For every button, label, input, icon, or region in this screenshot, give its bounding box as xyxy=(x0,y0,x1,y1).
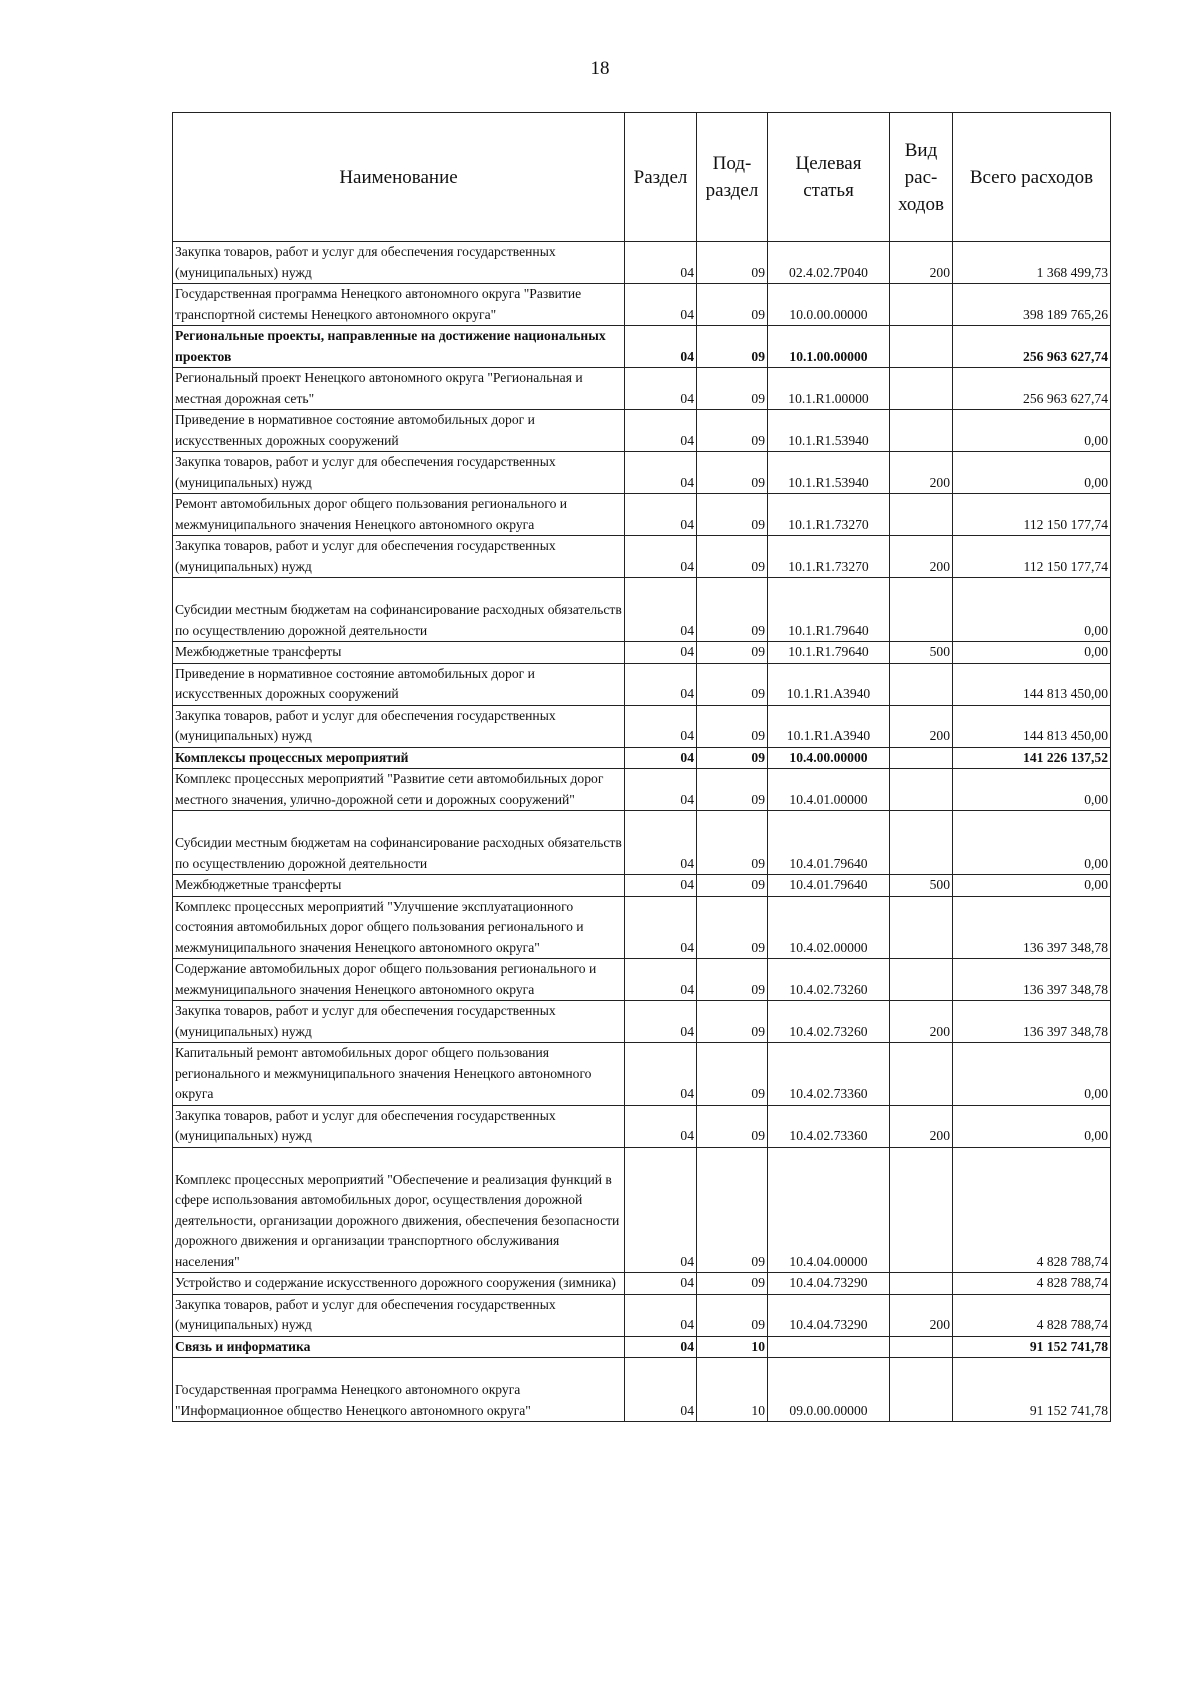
row-name: Закупка товаров, работ и услуг для обеспечения государственных (муниципальных) нужд xyxy=(173,705,625,747)
row-target: 10.4.04.73290 xyxy=(768,1294,890,1336)
header-total: Всего расходов xyxy=(953,113,1111,242)
row-expense-type: 500 xyxy=(890,642,953,664)
row-name: Устройство и содержание искусственного дорожного сооружения (зимника) xyxy=(173,1273,625,1295)
row-total: 0,00 xyxy=(953,410,1111,452)
row-total: 0,00 xyxy=(953,642,1111,664)
table-row xyxy=(173,642,1111,664)
table-row xyxy=(173,875,1111,897)
table-row xyxy=(173,1336,1111,1358)
row-total: 256 963 627,74 xyxy=(953,326,1111,368)
row-target: 10.1.R1.A3940 xyxy=(768,663,890,705)
row-target xyxy=(768,1336,890,1358)
row-total: 0,00 xyxy=(953,1043,1111,1106)
table-row xyxy=(173,1147,1111,1273)
row-section: 04 xyxy=(625,642,697,664)
row-total: 0,00 xyxy=(953,452,1111,494)
row-expense-type: 200 xyxy=(890,452,953,494)
row-name: Приведение в нормативное состояние автомобильных дорог и искусственных дорожных сооружений xyxy=(173,410,625,452)
row-target: 10.4.04.00000 xyxy=(768,1147,890,1273)
row-target: 10.1.R1.00000 xyxy=(768,368,890,410)
row-name: Закупка товаров, работ и услуг для обеспечения государственных (муниципальных) нужд xyxy=(173,1001,625,1043)
row-total: 144 813 450,00 xyxy=(953,663,1111,705)
row-section: 04 xyxy=(625,896,697,959)
row-expense-type: 200 xyxy=(890,1105,953,1147)
table-row xyxy=(173,1294,1111,1336)
row-target: 10.1.R1.A3940 xyxy=(768,705,890,747)
row-total: 112 150 177,74 xyxy=(953,536,1111,578)
row-subsection: 09 xyxy=(697,811,768,875)
row-subsection: 09 xyxy=(697,747,768,769)
row-expense-type xyxy=(890,1336,953,1358)
row-subsection: 09 xyxy=(697,494,768,536)
row-total: 91 152 741,78 xyxy=(953,1358,1111,1422)
row-expense-type xyxy=(890,1043,953,1106)
row-section: 04 xyxy=(625,1105,697,1147)
row-target: 10.4.02.73360 xyxy=(768,1043,890,1106)
row-expense-type: 200 xyxy=(890,1001,953,1043)
table-row xyxy=(173,663,1111,705)
row-subsection: 09 xyxy=(697,410,768,452)
row-total: 91 152 741,78 xyxy=(953,1336,1111,1358)
row-section: 04 xyxy=(625,769,697,811)
row-name: Региональные проекты, направленные на достижение национальных проектов xyxy=(173,326,625,368)
row-expense-type: 500 xyxy=(890,875,953,897)
row-target: 10.4.02.73260 xyxy=(768,1001,890,1043)
row-section: 04 xyxy=(625,1294,697,1336)
header-name: Наименование xyxy=(173,113,625,242)
row-name: Закупка товаров, работ и услуг для обеспечения государственных (муниципальных) нужд xyxy=(173,536,625,578)
row-total: 0,00 xyxy=(953,578,1111,642)
row-section: 04 xyxy=(625,1001,697,1043)
table-header-row xyxy=(173,113,1111,242)
row-name: Комплексы процессных мероприятий xyxy=(173,747,625,769)
row-total: 141 226 137,52 xyxy=(953,747,1111,769)
row-section: 04 xyxy=(625,1358,697,1422)
row-name: Закупка товаров, работ и услуг для обеспечения государственных (муниципальных) нужд xyxy=(173,1105,625,1147)
row-name: Связь и информатика xyxy=(173,1336,625,1358)
row-target: 10.4.02.00000 xyxy=(768,896,890,959)
table-row xyxy=(173,452,1111,494)
row-total: 136 397 348,78 xyxy=(953,959,1111,1001)
row-expense-type xyxy=(890,1147,953,1273)
table-body xyxy=(173,242,1111,1422)
row-section: 04 xyxy=(625,1336,697,1358)
row-expense-type xyxy=(890,896,953,959)
row-subsection: 09 xyxy=(697,1043,768,1106)
row-name: Капитальный ремонт автомобильных дорог общего пользования регионального и межмуниципального значения Ненецкого автономного округа xyxy=(173,1043,625,1106)
row-subsection: 09 xyxy=(697,769,768,811)
table-row xyxy=(173,1001,1111,1043)
row-expense-type xyxy=(890,769,953,811)
row-name: Комплекс процессных мероприятий "Улучшение эксплуатационного состояния автомобильных дорог общего пользования регионального и межмуниципального значения Ненецкого автономного округа" xyxy=(173,896,625,959)
row-section: 04 xyxy=(625,452,697,494)
row-target: 10.0.00.00000 xyxy=(768,284,890,326)
table-row xyxy=(173,1043,1111,1106)
row-total: 4 828 788,74 xyxy=(953,1273,1111,1295)
row-section: 04 xyxy=(625,1273,697,1295)
row-target: 10.1.R1.53940 xyxy=(768,452,890,494)
table-row xyxy=(173,494,1111,536)
row-total: 136 397 348,78 xyxy=(953,896,1111,959)
row-expense-type xyxy=(890,284,953,326)
row-section: 04 xyxy=(625,747,697,769)
row-name: Закупка товаров, работ и услуг для обеспечения государственных (муниципальных) нужд xyxy=(173,1294,625,1336)
table-row xyxy=(173,1273,1111,1295)
row-expense-type xyxy=(890,959,953,1001)
row-section: 04 xyxy=(625,284,697,326)
row-target: 10.4.01.79640 xyxy=(768,875,890,897)
row-section: 04 xyxy=(625,410,697,452)
row-subsection: 09 xyxy=(697,705,768,747)
table-row xyxy=(173,368,1111,410)
row-expense-type: 200 xyxy=(890,242,953,284)
row-name: Приведение в нормативное состояние автомобильных дорог и искусственных дорожных сооружений xyxy=(173,663,625,705)
table-row xyxy=(173,705,1111,747)
page-number: 18 xyxy=(590,58,610,79)
row-subsection: 09 xyxy=(697,284,768,326)
row-expense-type: 200 xyxy=(890,1294,953,1336)
row-total: 1 368 499,73 xyxy=(953,242,1111,284)
row-total: 0,00 xyxy=(953,875,1111,897)
row-expense-type: 200 xyxy=(890,705,953,747)
row-expense-type xyxy=(890,494,953,536)
row-expense-type xyxy=(890,747,953,769)
row-total: 398 189 765,26 xyxy=(953,284,1111,326)
header-expense-type: Вид рас- ходов xyxy=(890,113,953,242)
row-total: 0,00 xyxy=(953,769,1111,811)
row-total: 136 397 348,78 xyxy=(953,1001,1111,1043)
row-subsection: 09 xyxy=(697,663,768,705)
row-subsection: 09 xyxy=(697,896,768,959)
row-target: 10.1.R1.53940 xyxy=(768,410,890,452)
header-subsection: Под- раздел xyxy=(697,113,768,242)
table-row xyxy=(173,410,1111,452)
row-name: Региональный проект Ненецкого автономного округа "Региональная и местная дорожная сеть" xyxy=(173,368,625,410)
row-target: 10.4.01.00000 xyxy=(768,769,890,811)
row-target: 10.1.R1.73270 xyxy=(768,536,890,578)
row-subsection: 09 xyxy=(697,368,768,410)
row-target: 10.4.01.79640 xyxy=(768,811,890,875)
row-expense-type xyxy=(890,326,953,368)
table-row xyxy=(173,578,1111,642)
row-subsection: 09 xyxy=(697,242,768,284)
table-row xyxy=(173,536,1111,578)
row-subsection: 09 xyxy=(697,452,768,494)
table-row xyxy=(173,959,1111,1001)
row-subsection: 09 xyxy=(697,536,768,578)
row-total: 112 150 177,74 xyxy=(953,494,1111,536)
expenditure-table xyxy=(172,112,1111,1422)
row-section: 04 xyxy=(625,705,697,747)
row-section: 04 xyxy=(625,536,697,578)
row-target: 10.4.04.73290 xyxy=(768,1273,890,1295)
row-expense-type xyxy=(890,811,953,875)
row-total: 0,00 xyxy=(953,1105,1111,1147)
row-subsection: 09 xyxy=(697,1294,768,1336)
row-subsection: 09 xyxy=(697,1147,768,1273)
table-row xyxy=(173,1358,1111,1422)
row-target: 10.4.02.73360 xyxy=(768,1105,890,1147)
row-subsection: 09 xyxy=(697,642,768,664)
table-row xyxy=(173,896,1111,959)
row-target: 10.1.00.00000 xyxy=(768,326,890,368)
row-section: 04 xyxy=(625,1043,697,1106)
row-subsection: 09 xyxy=(697,1001,768,1043)
row-subsection: 09 xyxy=(697,875,768,897)
row-expense-type xyxy=(890,578,953,642)
row-subsection: 09 xyxy=(697,578,768,642)
row-subsection: 09 xyxy=(697,326,768,368)
row-target: 10.1.R1.73270 xyxy=(768,494,890,536)
row-name: Закупка товаров, работ и услуг для обеспечения государственных (муниципальных) нужд xyxy=(173,242,625,284)
row-expense-type xyxy=(890,368,953,410)
row-name: Межбюджетные трансферты xyxy=(173,875,625,897)
row-total: 4 828 788,74 xyxy=(953,1147,1111,1273)
row-expense-type xyxy=(890,663,953,705)
row-total: 0,00 xyxy=(953,811,1111,875)
row-name: Комплекс процессных мероприятий "Обеспечение и реализация функций в сфере использования автомобильных дорог, осуществления дорожной деятельности, организации дорожного движения, обеспечения безопасности дорожного движения и организации транспортного обслуживания населения" xyxy=(173,1147,625,1273)
row-target: 10.4.02.73260 xyxy=(768,959,890,1001)
row-expense-type: 200 xyxy=(890,536,953,578)
row-name: Субсидии местным бюджетам на софинансирование расходных обязательств по осуществлению дорожной деятельности xyxy=(173,578,625,642)
row-target: 02.4.02.7Р040 xyxy=(768,242,890,284)
row-section: 04 xyxy=(625,1147,697,1273)
row-section: 04 xyxy=(625,494,697,536)
row-section: 04 xyxy=(625,578,697,642)
table-row xyxy=(173,284,1111,326)
row-total: 4 828 788,74 xyxy=(953,1294,1111,1336)
row-section: 04 xyxy=(625,875,697,897)
row-target: 09.0.00.00000 xyxy=(768,1358,890,1422)
row-subsection: 09 xyxy=(697,959,768,1001)
table-row xyxy=(173,769,1111,811)
row-section: 04 xyxy=(625,663,697,705)
row-target: 10.4.00.00000 xyxy=(768,747,890,769)
row-subsection: 10 xyxy=(697,1336,768,1358)
table-row xyxy=(173,747,1111,769)
row-name: Содержание автомобильных дорог общего пользования регионального и межмуниципального значения Ненецкого автономного округа xyxy=(173,959,625,1001)
row-name: Государственная программа Ненецкого автономного округа "Информационное общество Ненецкого автономного округа" xyxy=(173,1358,625,1422)
row-total: 144 813 450,00 xyxy=(953,705,1111,747)
row-name: Межбюджетные трансферты xyxy=(173,642,625,664)
row-name: Ремонт автомобильных дорог общего пользования регионального и межмуниципального значения Ненецкого автономного округа xyxy=(173,494,625,536)
row-subsection: 10 xyxy=(697,1358,768,1422)
row-section: 04 xyxy=(625,326,697,368)
header-section: Раздел xyxy=(625,113,697,242)
row-subsection: 09 xyxy=(697,1273,768,1295)
row-expense-type xyxy=(890,1273,953,1295)
row-section: 04 xyxy=(625,811,697,875)
row-target: 10.1.R1.79640 xyxy=(768,642,890,664)
row-name: Закупка товаров, работ и услуг для обеспечения государственных (муниципальных) нужд xyxy=(173,452,625,494)
row-expense-type xyxy=(890,410,953,452)
row-section: 04 xyxy=(625,959,697,1001)
table-row xyxy=(173,326,1111,368)
row-name: Комплекс процессных мероприятий "Развитие сети автомобильных дорог местного значения, улично-дорожной сети и дорожных сооружений" xyxy=(173,769,625,811)
row-target: 10.1.R1.79640 xyxy=(768,578,890,642)
row-section: 04 xyxy=(625,242,697,284)
row-section: 04 xyxy=(625,368,697,410)
table-row xyxy=(173,1105,1111,1147)
table-row xyxy=(173,811,1111,875)
row-name: Субсидии местным бюджетам на софинансирование расходных обязательств по осуществлению дорожной деятельности xyxy=(173,811,625,875)
row-subsection: 09 xyxy=(697,1105,768,1147)
row-total: 256 963 627,74 xyxy=(953,368,1111,410)
header-target: Целевая статья xyxy=(768,113,890,242)
table-row xyxy=(173,242,1111,284)
row-expense-type xyxy=(890,1358,953,1422)
row-name: Государственная программа Ненецкого автономного округа "Развитие транспортной системы Ненецкого автономного округа" xyxy=(173,284,625,326)
